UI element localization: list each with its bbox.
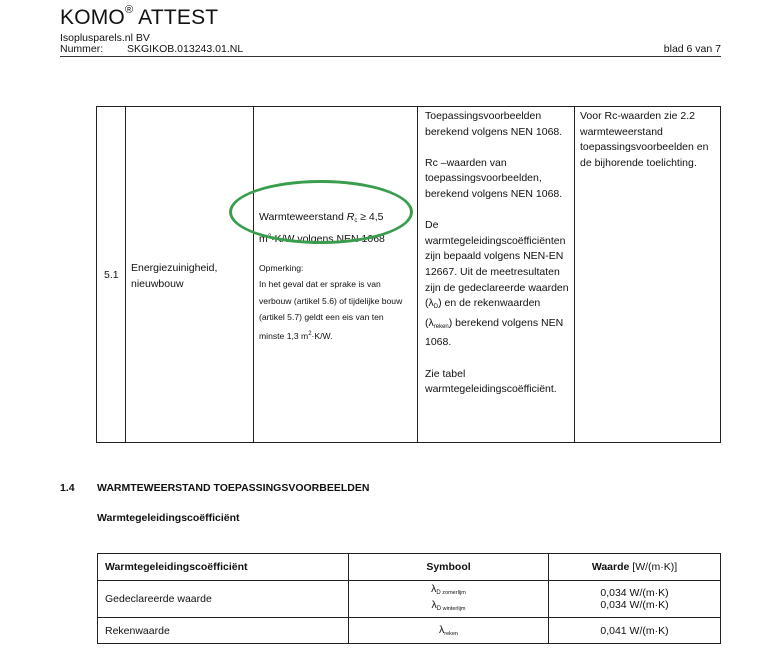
table-divider [125,107,126,442]
note-cell: Voor Rc-waarden zie 2.2 warmteweerstand toepassingsvoorbeelden en de bijhorende toelichting. [580,110,709,169]
table-row [98,618,721,644]
remark-cell: Opmerking: In het geval dat er sprake is van verbouw (artikel 5.6) of tijdelijke bouw (artikel 5.7) geldt een eis van ten minste 1,3 $m^2\cdot K/W$. [259,263,403,341]
number-row [60,43,721,57]
table-divider [574,107,575,442]
conductivity-table [97,553,721,644]
number-label: Nummer: [60,43,104,55]
company-name: Isoplusparels.nl BV [60,32,150,44]
table-header-row [98,554,721,581]
header-value: Waarde [W/(m·K)] [549,554,721,581]
row-symbol: $\lambda_D$ zomerlijm $\lambda_D$ winterlijm [349,581,549,618]
table-divider [417,107,418,442]
requirement-cell: Warmteweerstand $R_c \ge 4,5$ $m^2\cdot K/W$ volgens NEN 1068 [259,211,385,245]
row-name: Rekenwaarde [98,618,349,644]
section-subtitle: Warmtegeleidingscoëfficiënt [97,512,240,524]
number-value: SKGIKOB.013243.01.NL [127,43,244,55]
header-symbol: Symbool [349,554,549,581]
row-value: 0,041 W/(m·K) [549,618,721,644]
document-title: KOMO® ATTEST [60,4,219,29]
row-symbol: λreken [349,618,549,644]
row-name: Gedeclareerde waarde [98,581,349,618]
table-row [98,581,721,618]
row-value: 0,034 W/(m·K) 0,034 W/(m·K) [549,581,721,618]
section-title: WARMTEWEERSTAND TOEPASSINGSVOORBEELDEN [97,482,370,494]
section-number: 1.4 [60,482,75,494]
page-indicator: blad 6 van 7 [663,43,721,55]
aspect-cell: Energiezuinigheid, nieuwbouw [131,262,218,290]
row-number: 5.1 [104,269,119,281]
table-divider [253,107,254,442]
highlight-ellipse [229,180,413,244]
method-cell: Toepassingsvoorbeelden berekend volgens NEN 1068. Rc –waarden van toepassingsvoorbeelden, berekend volgens NEN 1068. De warmtegeleidingscoëfficiënten zijn bepaald volgens NEN-EN 12667. Uit de meetresultaten zijn de gedeclareerde waarden $(\lambda_D)$ en de rekenwaarden $(\lambda_{reken})$ berekend volgens NEN 1068. Zie tabel warmtegeleidingscoëfficiënt. [425,110,569,396]
header-coefficient: Warmtegeleidingscoëfficiënt [98,554,349,581]
requirements-table [96,106,721,443]
